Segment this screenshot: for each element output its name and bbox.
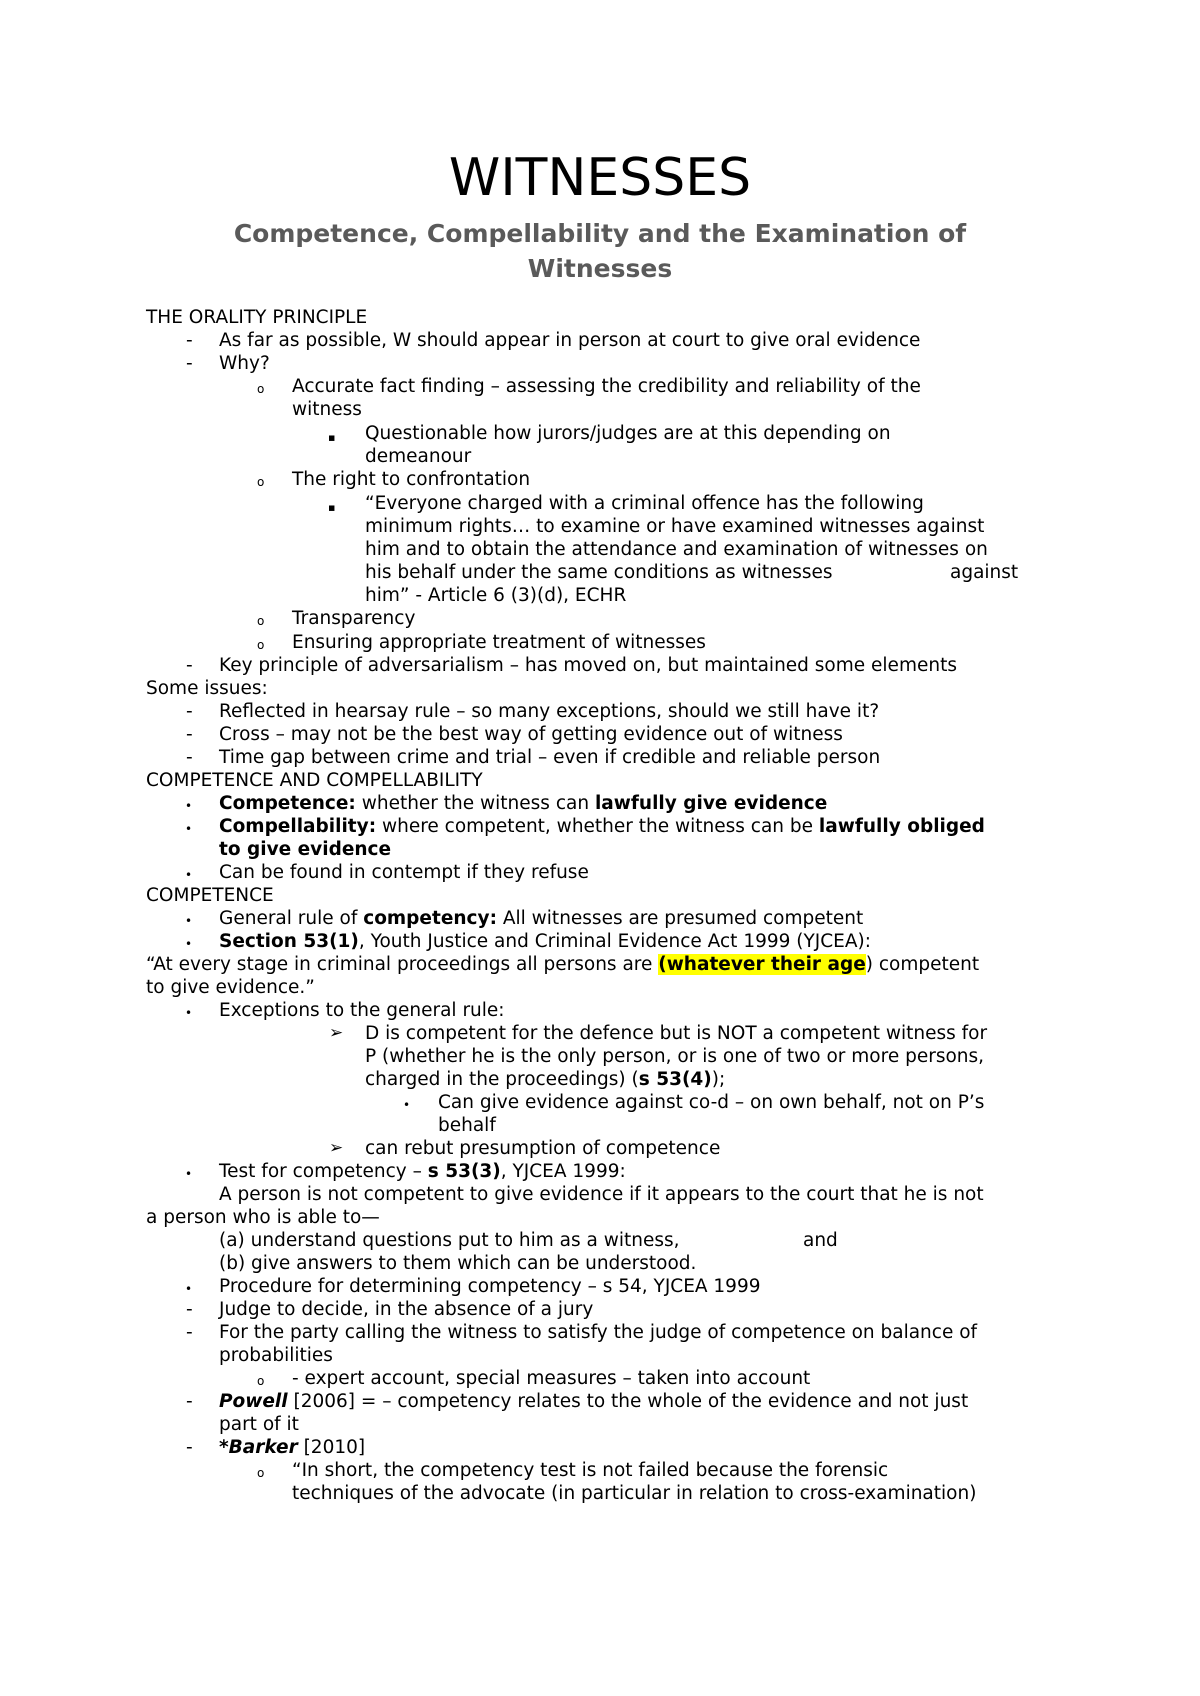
- section-heading-competence: COMPETENCE: [146, 885, 274, 906]
- dash-marker: -: [186, 353, 193, 374]
- list-item: Why?: [219, 353, 270, 374]
- bullet-marker: •: [185, 1167, 193, 1181]
- list-item-continued: him” - Article 6 (3)(d), ECHR: [365, 585, 627, 606]
- paragraph: Some issues:: [146, 678, 268, 699]
- list-item: Key principle of adversarialism – has moved on, but maintained some elements: [219, 655, 957, 676]
- list-item: Transparency: [292, 608, 416, 629]
- circle-marker: o: [257, 1374, 265, 1388]
- list-item: Compellability: where competent, whether the witness can be lawfully obliged: [219, 816, 985, 837]
- highlighted-text: (whatever their age: [658, 954, 866, 975]
- list-item: Can be found in contempt if they refuse: [219, 862, 589, 883]
- arrow-marker: ➢: [329, 1023, 344, 1043]
- list-item-continued: witness: [292, 399, 362, 420]
- paragraph: (a) understand questions put to him as a witness,: [219, 1230, 680, 1251]
- circle-marker: o: [257, 475, 265, 489]
- list-item: Exceptions to the general rule:: [219, 1000, 505, 1021]
- list-item: Powell [2006] = – competency relates to the whole of the evidence and not just: [219, 1391, 969, 1412]
- list-item: can rebut presumption of competence: [365, 1138, 721, 1159]
- circle-marker: o: [257, 1466, 265, 1480]
- section-heading-orality: THE ORALITY PRINCIPLE: [146, 307, 368, 328]
- dash-marker: -: [186, 330, 193, 351]
- list-item: Accurate fact finding – assessing the credibility and reliability of the: [292, 376, 921, 397]
- list-item: Ensuring appropriate treatment of witnesses: [292, 632, 706, 653]
- list-item: Test for competency – s 53(3), YJCEA 1999:: [219, 1161, 626, 1182]
- list-item-continued: probabilities: [219, 1345, 333, 1366]
- bullet-marker: •: [185, 1006, 193, 1020]
- document-title: WITNESSES: [448, 148, 752, 208]
- dash-marker: -: [186, 1322, 193, 1343]
- bullet-marker: •: [403, 1098, 411, 1112]
- list-item: Procedure for determining competency – s 54, YJCEA 1999: [219, 1276, 761, 1297]
- dash-marker: -: [186, 655, 193, 676]
- quote-line: “At every stage in criminal proceedings all persons are (whatever their age) competent: [146, 954, 980, 975]
- paragraph: A person is not competent to give evidence if it appears to the court that he is not: [219, 1184, 984, 1205]
- section-heading-competence-compellability: COMPETENCE AND COMPELLABILITY: [146, 770, 483, 791]
- bullet-marker: •: [185, 868, 193, 882]
- dash-marker: -: [186, 747, 193, 768]
- list-item: Competence: whether the witness can lawfully give evidence: [219, 793, 828, 814]
- list-item-continued: techniques of the advocate (in particular in relation to cross-examination): [292, 1483, 977, 1504]
- bullet-marker: •: [185, 1282, 193, 1296]
- list-item: - expert account, special measures – taken into account: [292, 1368, 811, 1389]
- square-marker: ▪: [328, 501, 336, 514]
- list-item-continued: minimum rights… to examine or have examined witnesses against: [365, 516, 985, 537]
- list-item: For the party calling the witness to satisfy the judge of competence on balance of: [219, 1322, 978, 1343]
- dash-marker: -: [186, 1437, 193, 1458]
- list-item-continued: his behalf under the same conditions as witnesses: [365, 562, 833, 583]
- list-item: Questionable how jurors/judges are at this depending on: [365, 423, 891, 444]
- list-item: *Barker [2010]: [219, 1437, 366, 1458]
- paragraph: and: [803, 1230, 838, 1251]
- list-item: General rule of competency: All witnesses are presumed competent: [219, 908, 864, 929]
- square-marker: ▪: [328, 431, 336, 444]
- list-item-continued: behalf: [438, 1115, 496, 1136]
- bullet-marker: •: [185, 799, 193, 813]
- dash-marker: -: [186, 724, 193, 745]
- circle-marker: o: [257, 614, 265, 628]
- list-item-continued: against: [950, 562, 1019, 583]
- paragraph: (b) give answers to them which can be understood.: [219, 1253, 697, 1274]
- list-item: “In short, the competency test is not failed because the forensic: [292, 1460, 889, 1481]
- list-item: The right to confrontation: [292, 469, 531, 490]
- list-item-continued: charged in the proceedings) (s 53(4));: [365, 1069, 726, 1090]
- list-item-continued: to give evidence: [219, 839, 392, 860]
- list-item-continued: demeanour: [365, 446, 472, 467]
- list-item: Cross – may not be the best way of getting evidence out of witness: [219, 724, 843, 745]
- quote-line: to give evidence.”: [146, 977, 315, 998]
- paragraph: a person who is able to—: [146, 1207, 380, 1228]
- dash-marker: -: [186, 701, 193, 722]
- list-item: Time gap between crime and trial – even if credible and reliable person: [219, 747, 881, 768]
- list-item-continued: part of it: [219, 1414, 299, 1435]
- list-item: Judge to decide, in the absence of a jury: [219, 1299, 594, 1320]
- bullet-marker: •: [185, 937, 193, 951]
- list-item: Reflected in hearsay rule – so many exceptions, should we still have it?: [219, 701, 880, 722]
- circle-marker: o: [257, 382, 265, 396]
- bullet-marker: •: [185, 914, 193, 928]
- list-item: As far as possible, W should appear in person at court to give oral evidence: [219, 330, 921, 351]
- dash-marker: -: [186, 1299, 193, 1320]
- dash-marker: -: [186, 1391, 193, 1412]
- list-item: D is competent for the defence but is NOT a competent witness for: [365, 1023, 988, 1044]
- list-item: “Everyone charged with a criminal offence has the following: [365, 493, 924, 514]
- list-item-continued: him and to obtain the attendance and examination of witnesses on: [365, 539, 988, 560]
- list-item: Section 53(1), Youth Justice and Criminal Evidence Act 1999 (YJCEA):: [219, 931, 871, 952]
- document-subtitle: Competence, Compellability and the Examination of Witnesses: [233, 219, 967, 283]
- circle-marker: o: [257, 638, 265, 652]
- list-item: Can give evidence against co-d – on own behalf, not on P’s: [438, 1092, 985, 1113]
- list-item-continued: P (whether he is the only person, or is one of two or more persons,: [365, 1046, 985, 1067]
- bullet-marker: •: [185, 822, 193, 836]
- arrow-marker: ➢: [329, 1138, 344, 1158]
